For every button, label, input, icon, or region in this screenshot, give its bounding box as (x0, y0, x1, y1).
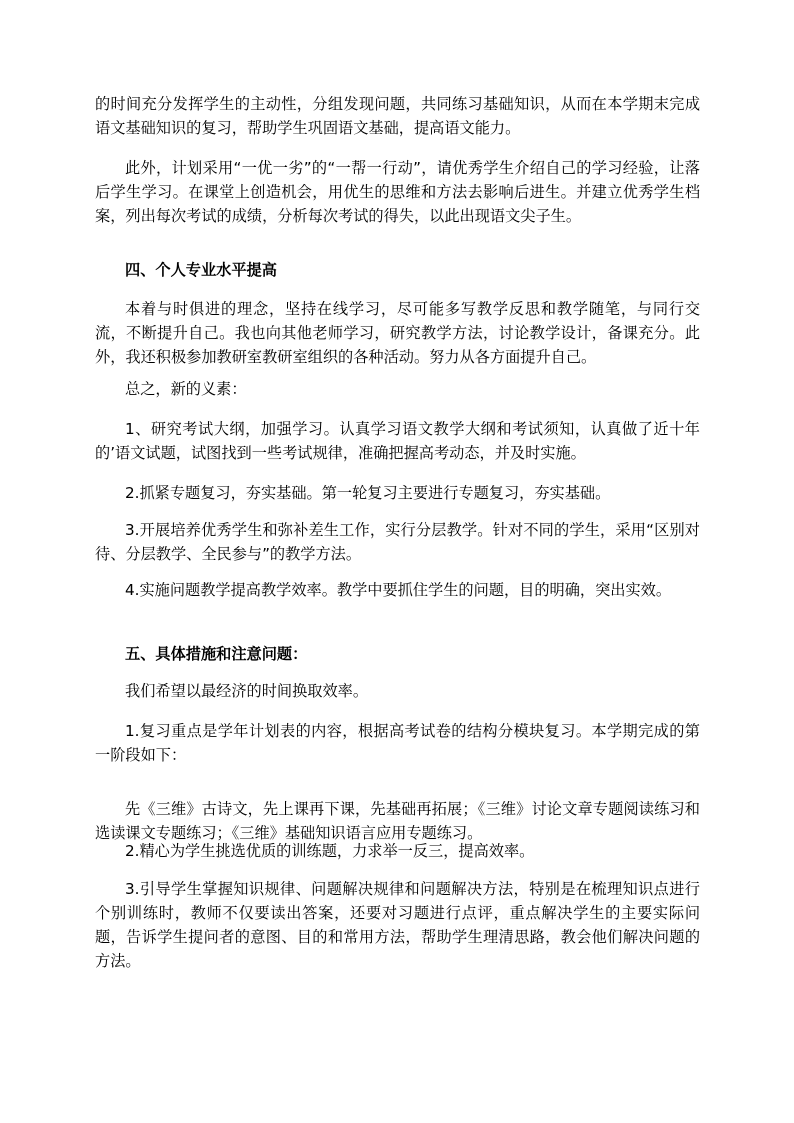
section-heading-4: 四、个人专业水平提高 (125, 261, 277, 279)
paragraph-peer-help: 此外，计划采用“一优一劣”的“一帮一行动”，请优秀学生介绍自己的学习经验，让落后学生学习。在课堂上创造机会，用优生的思维和方法去影响后进生。并建立优秀学生档案，列出每次考试的成绩，分析每次考试的得失，以此出现语文尖子生。 (95, 159, 700, 225)
section-heading-5: 五、具体措施和注意问题： (125, 645, 308, 663)
measure-item-1: 1.复习重点是学年计划表的内容，根据高考试卷的结构分模块复习。本学期完成的第一阶段如下： (95, 722, 700, 764)
list-item-2: 2.抓紧专题复习，夯实基础。第一轮复习主要进行专题复习，夯实基础。 (125, 484, 611, 502)
list-item-4: 4.实施问题教学提高教学效率。教学中要抓住学生的问题，目的明确，突出实效。 (125, 581, 672, 599)
measure-item-1-detail: 先《三维》古诗文，先上课再下课，先基础再拓展；《三维》讨论文章专题阅读练习和选读课文专题练习；《三维》基础知识语言应用专题练习。 (95, 800, 700, 842)
paragraph-continuation: 的时间充分发挥学生的主动性，分组发现问题，共同练习基础知识，从而在本学期末完成语文基础知识的复习，帮助学生巩固语文基础，提高语文能力。 (95, 95, 700, 137)
paragraph-efficiency: 我们希望以最经济的时间换取效率。 (125, 682, 368, 700)
list-item-1: 1、研究考试大纲，加强学习。认真学习语文教学大纲和考试须知，认真做了近十年的’语文试题，试图找到一些考试规律，准确把握高考动态，并及时实施。 (95, 420, 700, 462)
measure-item-3: 3.引导学生掌握知识规律、问题解决规律和问题解决方法，特别是在梳理知识点进行个别训练时，教师不仅要读出答案，还要对习题进行点评，重点解决学生的主要实际问题，告诉学生提问者的意图、目的和常用方法，帮助学生理清思路，教会他们解决问题的方法。 (95, 880, 700, 970)
paragraph-summary: 总之，新的义素： (125, 380, 247, 398)
list-item-3: 3.开展培养优秀学生和弥补差生工作，实行分层教学。针对不同的学生，采用“区别对待、分层教学、全民参与”的教学方法。 (95, 521, 700, 563)
measure-item-2: 2.精心为学生挑选优质的训练题，力求举一反三，提高效率。 (125, 842, 535, 860)
paragraph-professional-growth: 本着与时俱进的理念，坚持在线学习，尽可能多写教学反思和教学随笔，与同行交流，不断提升自己。我也向其他老师学习，研究教学方法，讨论教学设计，备课充分。此外，我还积极参加教研室教研室组织的各种活动。努力从各方面提升自己。 (95, 300, 700, 366)
